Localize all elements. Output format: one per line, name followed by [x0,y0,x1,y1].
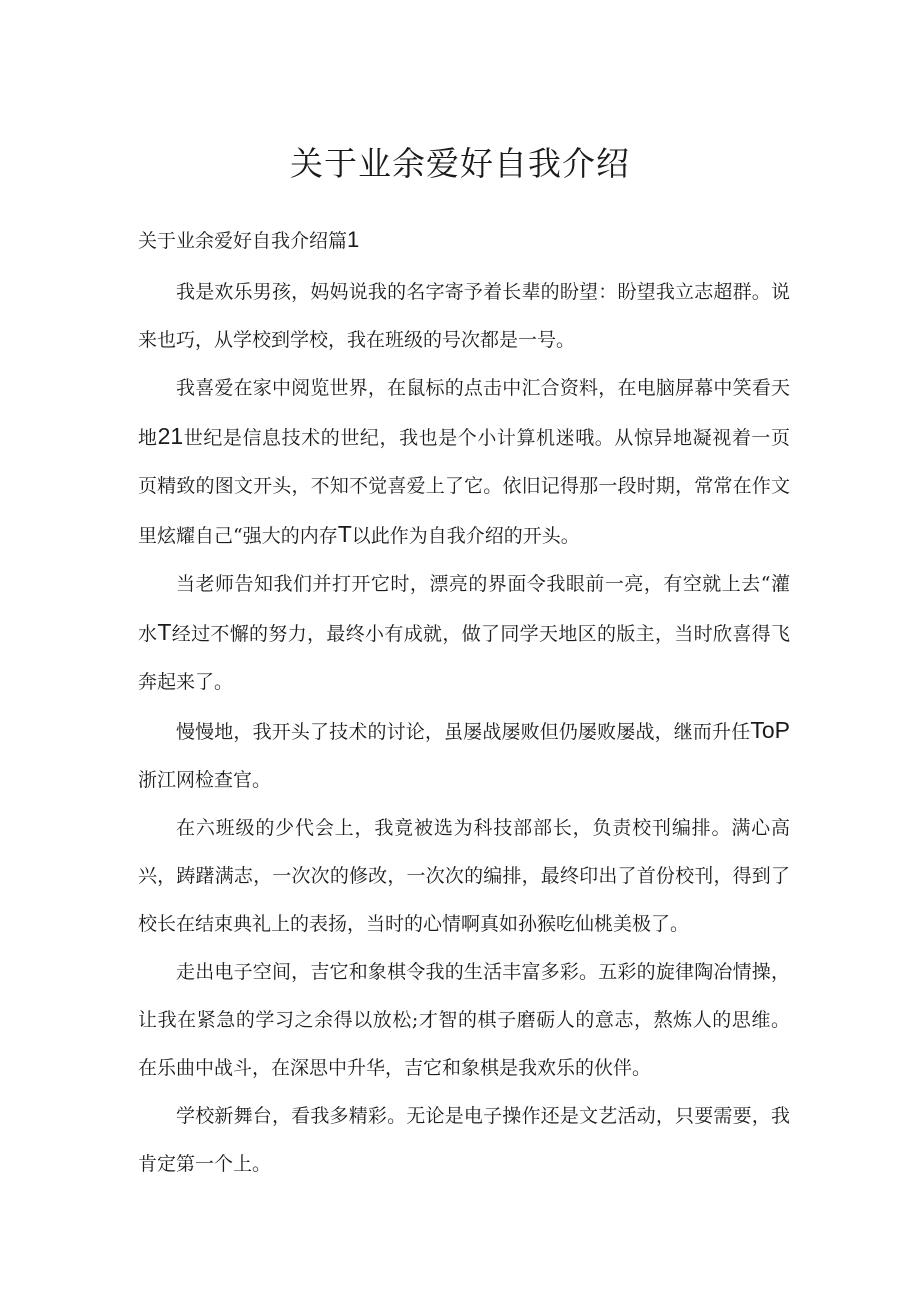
body-text [138,268,790,1188]
paragraph-2 [138,364,790,560]
paragraph-latin-text: ToP [750,717,790,743]
paragraph-text: 慢慢地，我开头了技术的讨论，虽屡战屡败但仍屡败屡战，继而升任 [176,721,751,743]
paragraph-text: 当老师告知我们并打开它时，漂亮的界面令我眼前一亮，有空就上去“灌水 [138,573,790,645]
paragraph-6 [138,948,790,1092]
section-heading [138,226,359,255]
paragraph-text: 在六班级的少代会上，我竟被选为科技部部长，负责校刊编排。满心高兴，踌躇满志，一次次的修改，一次次的编排，最终印出了首份校刊，得到了校长在结束典礼上的表扬，当时的心情啊真如孙猴吃仙桃美极了。 [138,817,790,935]
paragraph-1 [138,268,790,364]
paragraph-4 [138,706,790,804]
paragraph-5 [138,804,790,948]
paragraph-text: 我喜爱在家中阅览世界，在鼠标的点击中汇合资料，在电脑屏幕中笑看天地 [138,377,790,449]
paragraph-latin-text: 21 [157,423,184,449]
document-title: 关于业余爱好自我介绍 [290,144,630,183]
paragraph-latin-text: T [157,619,172,645]
paragraph-text: 以此作为自我介绍的开头。 [351,525,580,547]
paragraph-text: 世纪是信息技术的世纪，我也是个小计算机迷哦。从惊异地凝视着一页页精致的图文开头，不知不觉喜爱上了它。依旧记得那一段时期，常常在作文里炫耀自己“强大的内存 [138,427,790,547]
section-heading-text: 关于业余爱好自我介绍篇 [138,230,348,252]
paragraph-latin-text: T [337,521,352,547]
paragraph-7 [138,1092,790,1188]
section-heading-number: 1 [347,227,360,252]
paragraph-text: 我是欢乐男孩，妈妈说我的名字寄予着长辈的盼望：盼望我立志超群。说来也巧，从学校到学校，我在班级的号次都是一号。 [138,281,790,351]
paragraph-text: 浙江网检查官。 [138,769,272,791]
paragraph-text: 学校新舞台，看我多精彩。无论是电子操作还是文艺活动，只要需要，我肯定第一个上。 [138,1105,790,1175]
paragraph-text: 经过不懈的努力，最终小有成就，做了同学天地区的版主，当时欣喜得飞奔起来了。 [138,623,790,693]
paragraph-text: 走出电子空间，吉它和象棋令我的生活丰富多彩。五彩的旋律陶冶情操，让我在紧急的学习之余得以放松;才智的棋子磨砺人的意志，熬炼人的思维。在乐曲中战斗，在深思中升华，吉它和象棋是我欢乐的伙伴。 [138,961,790,1079]
paragraph-3 [138,560,790,706]
